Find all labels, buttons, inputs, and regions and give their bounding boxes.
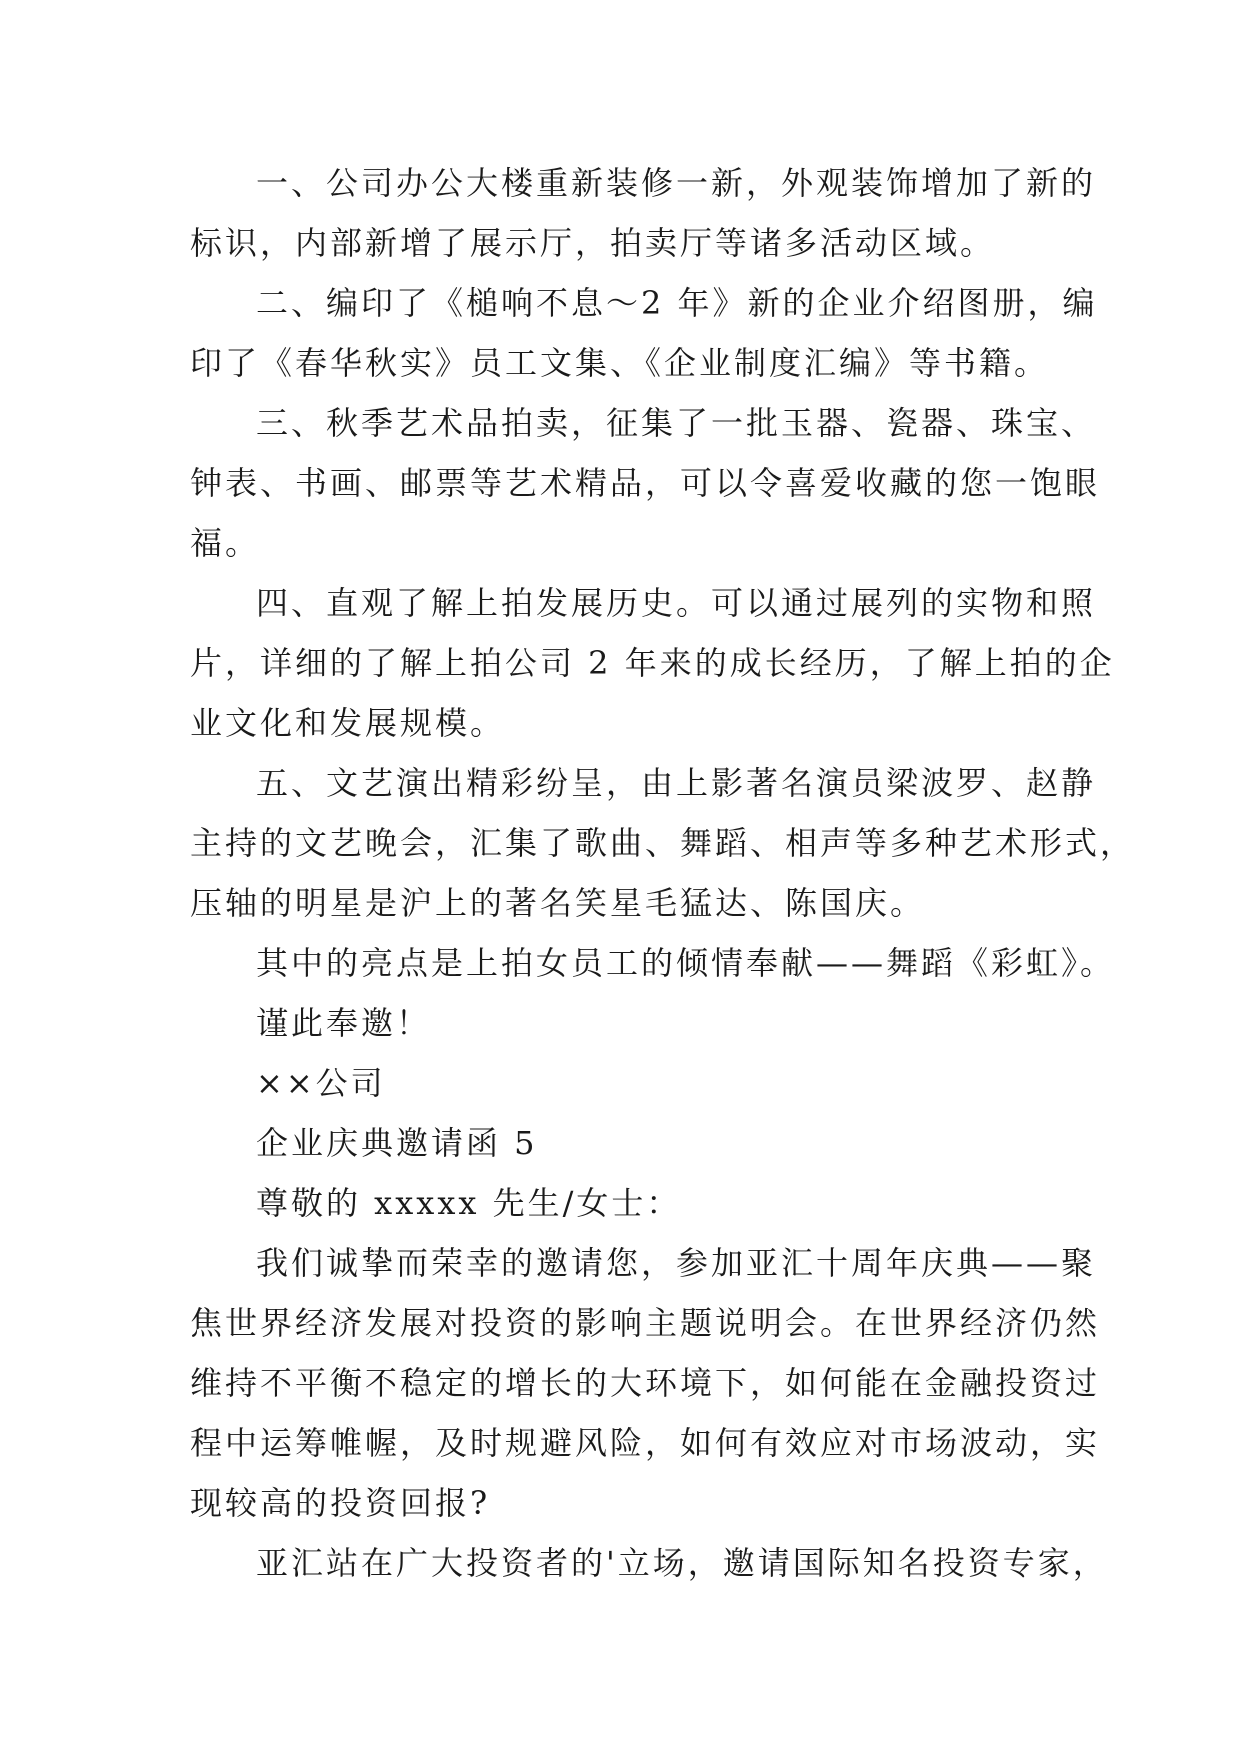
closing-line: 谨此奉邀！ [256, 1004, 432, 1042]
paragraph-line: 福。 [190, 524, 261, 562]
paragraph-line: 我们诚挚而荣幸的邀请您，参加亚汇十周年庆典——聚 [256, 1244, 1097, 1282]
paragraph-line: 压轴的明星是沪上的著名笑星毛猛达、陈国庆。 [190, 884, 926, 922]
paragraph-line: 现较高的投资回报? [190, 1484, 491, 1522]
paragraph-line: 维持不平衡不稳定的增长的大环境下，如何能在金融投资过 [190, 1364, 1101, 1402]
paragraph-line: 一、公司办公大楼重新装修一新，外观装饰增加了新的 [256, 164, 1097, 202]
salutation-line: 尊敬的 xxxxx 先生/女士： [256, 1184, 682, 1222]
paragraph-line: 三、秋季艺术品拍卖，征集了一批玉器、瓷器、珠宝、 [256, 404, 1097, 442]
paragraph-line: 焦世界经济发展对投资的影响主题说明会。在世界经济仍然 [190, 1304, 1101, 1342]
paragraph-line: 钟表、书画、邮票等艺术精品，可以令喜爱收藏的您一饱眼 [190, 464, 1101, 502]
paragraph-line: 五、文艺演出精彩纷呈，由上影著名演员梁波罗、赵静 [256, 764, 1097, 802]
paragraph-line: 程中运筹帷幄，及时规避风险，如何有效应对市场波动，实 [190, 1424, 1101, 1462]
paragraph-line: 二、编印了《槌响不息～2 年》新的企业介绍图册，编 [256, 284, 1098, 322]
paragraph-line: 印了《春华秋实》员工文集、《企业制度汇编》等书籍。 [190, 344, 1050, 382]
paragraph-line: 业文化和发展规模。 [190, 704, 506, 742]
section-title: 企业庆典邀请函 5 [256, 1124, 538, 1162]
paragraph-line: 四、直观了解上拍发展历史。可以通过展列的实物和照 [256, 584, 1097, 622]
paragraph-line: 主持的文艺晚会，汇集了歌曲、舞蹈、相声等多种艺术形式， [190, 824, 1136, 862]
paragraph-line: 其中的亮点是上拍女员工的倾情奉献——舞蹈《彩虹》。 [256, 944, 1116, 982]
document-body [190, 153, 1136, 1593]
paragraph-line: 标识，内部新增了展示厅，拍卖厅等诸多活动区域。 [190, 224, 996, 262]
signature-line: ××公司 [256, 1064, 386, 1102]
paragraph-line: 亚汇站在广大投资者的'立场，邀请国际知名投资专家， [256, 1544, 1108, 1582]
paragraph-line: 片，详细的了解上拍公司 2 年来的成长经历，了解上拍的企 [190, 644, 1115, 682]
